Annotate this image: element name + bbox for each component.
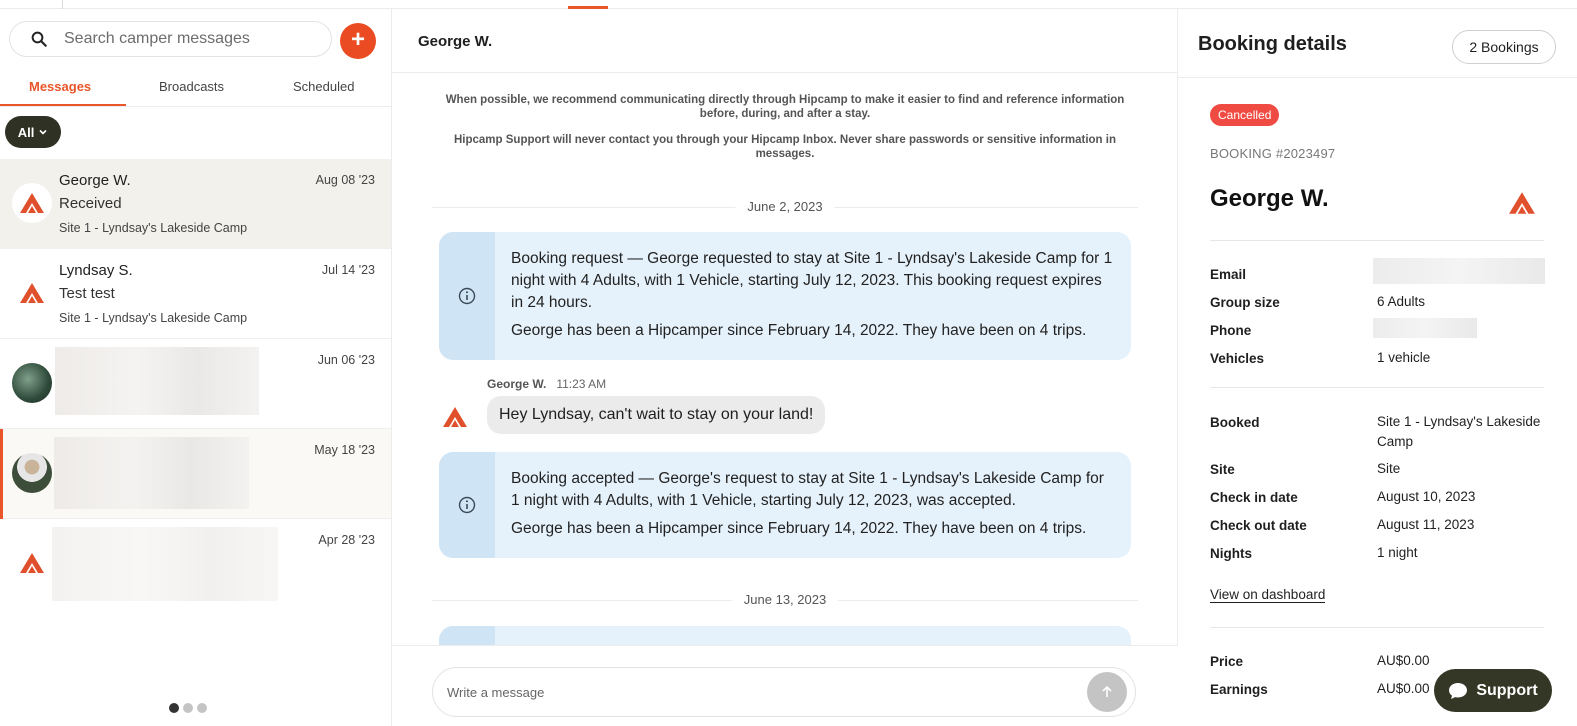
group-size-value: 6 Adults xyxy=(1377,294,1426,309)
send-button[interactable] xyxy=(1087,672,1127,712)
tab-broadcasts[interactable]: Broadcasts xyxy=(159,79,225,94)
message-tabs xyxy=(0,71,391,107)
page-dot[interactable] xyxy=(197,703,207,713)
message-input[interactable] xyxy=(447,685,1047,700)
hipcamp-logo-icon xyxy=(442,406,468,428)
search-icon xyxy=(30,30,48,48)
guest-name: George W. xyxy=(1210,185,1329,212)
booked-value: Site 1 - Lyndsay's Lakeside Camp xyxy=(1377,414,1541,449)
plus-icon: + xyxy=(350,26,365,53)
nights-label: Nights xyxy=(1210,546,1252,561)
message-avatar xyxy=(442,406,468,433)
conversation-date: Jul 14 '23 xyxy=(321,263,375,277)
conversation-date: Aug 08 '23 xyxy=(315,173,375,187)
pagination-dots[interactable] xyxy=(169,703,207,713)
top-divider xyxy=(62,0,63,9)
security-notice: Hipcamp Support will never contact you through your Hipcamp Inbox. Never share passwords or sensitive information in messages. xyxy=(453,134,1116,160)
guest-avatar xyxy=(1508,191,1536,220)
date-separator xyxy=(432,592,1138,608)
price-label: Price xyxy=(1210,654,1244,669)
avatar xyxy=(12,363,52,403)
search-box[interactable] xyxy=(9,21,332,57)
support-label: Support xyxy=(1476,681,1538,699)
price-value: AU$0.00 xyxy=(1377,653,1430,668)
hipcamp-logo-icon xyxy=(1508,191,1536,215)
chat-bubble-icon xyxy=(1448,682,1468,700)
booking-accepted-text: Booking accepted — George's request to stay at Site 1 - Lyndsay's Lakeside Camp for 1 night with 4 Adults, with 1 Vehicle, starting July 12, 2023, was accepted. xyxy=(511,470,1104,509)
checkin-value: August 10, 2023 xyxy=(1377,489,1476,504)
site-label: Site xyxy=(1210,462,1235,477)
send-arrow-icon xyxy=(1100,685,1114,699)
booking-details-title: Booking details xyxy=(1198,33,1347,55)
avatar xyxy=(12,273,52,313)
hipcamp-logo-icon xyxy=(19,192,45,214)
booking-number: BOOKING #2023497 xyxy=(1210,146,1336,161)
conversation-preview: Received xyxy=(59,195,122,212)
conversation-list-panel xyxy=(0,9,392,726)
new-message-button[interactable] xyxy=(340,23,376,59)
message-time: 11:23 AM xyxy=(556,377,607,391)
checkout-value: August 11, 2023 xyxy=(1377,517,1475,532)
divider xyxy=(1210,627,1544,628)
message-thread-panel xyxy=(392,9,1178,726)
active-tab-underline xyxy=(0,104,126,106)
info-card-side xyxy=(439,232,495,360)
message-meta xyxy=(487,377,606,391)
filter-label: All xyxy=(17,124,35,140)
message-bubble: Hey Lyndsay, can't wait to stay on your land! xyxy=(487,396,825,434)
chevron-down-icon xyxy=(38,127,48,137)
tab-scheduled[interactable]: Scheduled xyxy=(293,79,355,94)
separator-date: June 13, 2023 xyxy=(732,592,838,607)
earnings-label: Earnings xyxy=(1210,682,1268,697)
tab-messages[interactable]: Messages xyxy=(29,79,92,94)
view-on-dashboard-link[interactable]: View on dashboard xyxy=(1210,587,1326,602)
checkout-label: Check out date xyxy=(1210,518,1307,533)
filter-dropdown[interactable] xyxy=(5,116,61,148)
hipcamper-since-text: George has been a Hipcamper since February 14, 2022. They have been on 4 trips. xyxy=(511,322,1087,339)
earnings-value: AU$0.00 xyxy=(1377,681,1430,696)
email-label: Email xyxy=(1210,267,1247,282)
conversation-preview: Test test xyxy=(59,285,115,302)
conversation-date: Jun 06 '23 xyxy=(317,353,375,367)
info-card-body xyxy=(511,468,1131,540)
nights-value: 1 night xyxy=(1377,545,1418,560)
conversation-date: May 18 '23 xyxy=(314,443,375,457)
hipcamp-logo-icon xyxy=(19,282,45,304)
phone-label: Phone xyxy=(1210,323,1252,338)
booking-accepted-card xyxy=(439,452,1131,558)
selection-bar xyxy=(0,429,3,519)
message-sender: George W. xyxy=(487,377,547,391)
conversation-item[interactable] xyxy=(0,339,391,429)
booking-details-header xyxy=(1178,9,1577,78)
info-card-body xyxy=(511,248,1131,342)
redacted-preview xyxy=(55,347,259,415)
vehicles-value: 1 vehicle xyxy=(1377,350,1431,365)
composer-area xyxy=(392,645,1178,726)
conversation-item[interactable] xyxy=(0,429,391,519)
date-separator xyxy=(432,199,1138,215)
support-button[interactable] xyxy=(1434,669,1552,712)
booking-details-panel xyxy=(1178,9,1577,726)
hipcamper-since-text: George has been a Hipcamper since February 14, 2022. They have been on 4 trips. xyxy=(511,520,1087,537)
group-size-label: Group size xyxy=(1210,295,1280,310)
divider xyxy=(1210,240,1544,241)
checkin-label: Check in date xyxy=(1210,490,1298,505)
hipcamp-logo-icon xyxy=(19,552,45,574)
booking-request-card xyxy=(439,232,1131,360)
page-dot[interactable] xyxy=(183,703,193,713)
avatar xyxy=(12,543,52,583)
conversation-site: Site 1 - Lyndsay's Lakeside Camp xyxy=(59,221,248,235)
thread-title: George W. xyxy=(418,33,493,50)
redacted-preview xyxy=(52,527,278,601)
avatar xyxy=(12,183,52,223)
status-badge: Cancelled xyxy=(1210,104,1279,126)
conversation-item[interactable] xyxy=(0,159,391,249)
bookings-count-button[interactable]: 2 Bookings xyxy=(1452,30,1556,64)
conversation-name: George W. xyxy=(59,172,131,189)
conversation-item[interactable] xyxy=(0,249,391,339)
vehicles-label: Vehicles xyxy=(1210,351,1265,366)
divider xyxy=(1210,387,1544,388)
thread-header xyxy=(392,9,1178,73)
avatar xyxy=(12,453,52,493)
communication-notice: When possible, we recommend communicating directly through Hipcamp to make it easier to find and reference information before, during, and after a stay. xyxy=(445,94,1125,120)
booking-request-text: Booking request — George requested to stay at Site 1 - Lyndsay's Lakeside Camp for 1 night with 4 Adults, with 1 Vehicle, starting July 12, 2023. This booking request expires in 24 hours. xyxy=(511,250,1113,311)
search-input[interactable] xyxy=(64,30,304,48)
booked-label: Booked xyxy=(1210,415,1260,430)
email-redacted xyxy=(1373,258,1545,284)
site-value: Site xyxy=(1377,461,1401,476)
conversation-name: Lyndsay S. xyxy=(59,262,133,279)
redacted-preview xyxy=(54,437,249,509)
page-dot[interactable] xyxy=(169,703,179,713)
conversation-item[interactable] xyxy=(0,519,391,609)
info-icon xyxy=(458,496,476,514)
info-icon xyxy=(458,287,476,305)
conversation-date: Apr 28 '23 xyxy=(318,533,375,547)
top-strip xyxy=(0,0,1577,9)
separator-date: June 2, 2023 xyxy=(735,199,834,214)
info-card-side xyxy=(439,452,495,558)
phone-redacted xyxy=(1373,318,1477,338)
conversation-site: Site 1 - Lyndsay's Lakeside Camp xyxy=(59,311,248,325)
composer[interactable] xyxy=(432,667,1136,717)
